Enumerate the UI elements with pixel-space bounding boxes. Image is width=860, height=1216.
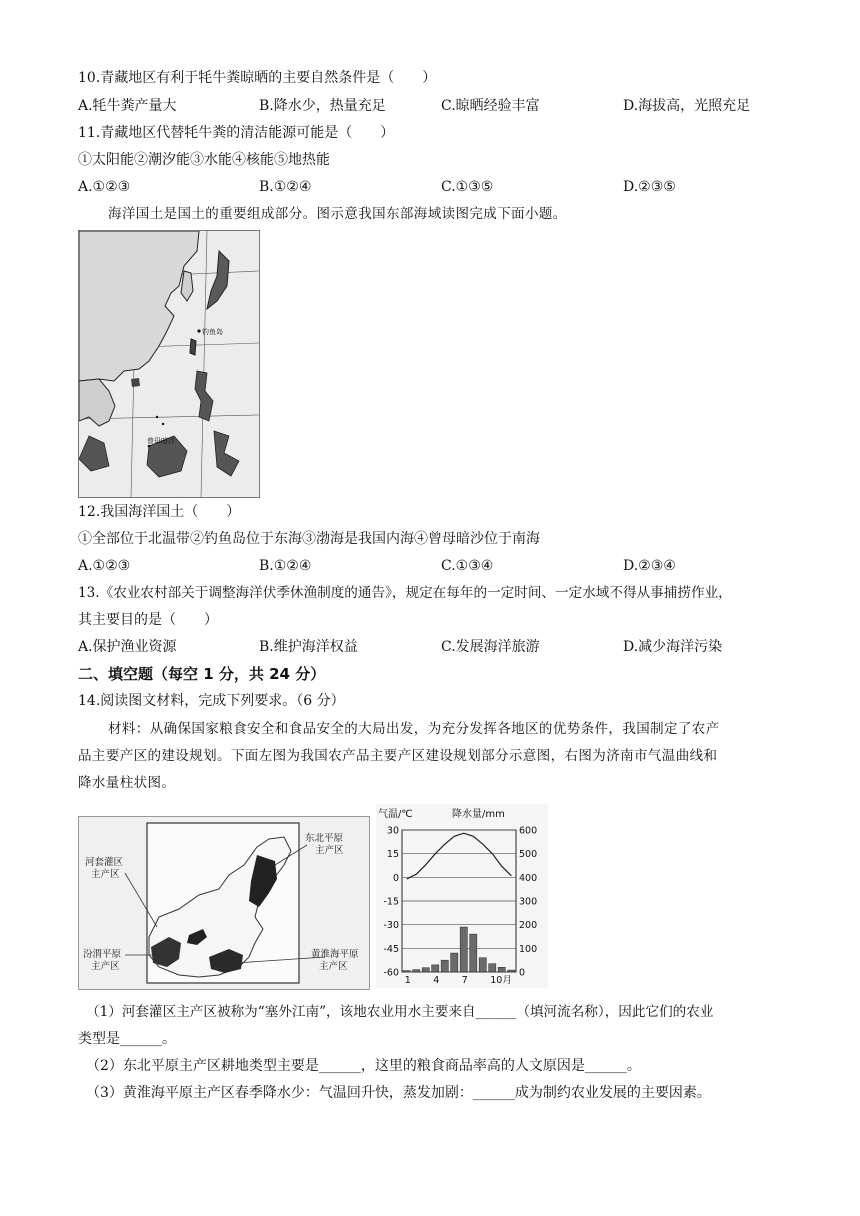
q10-option-row bbox=[78, 96, 778, 116]
q14-material-line3: 降水量柱状图。 bbox=[78, 775, 176, 791]
sea-map-drawing bbox=[79, 231, 259, 497]
climate-chart-svg bbox=[376, 804, 548, 988]
left-tick-label: -15 bbox=[383, 896, 399, 908]
q12-option-a[interactable]: A.①②③ bbox=[78, 558, 131, 574]
left-tick-label: -60 bbox=[383, 967, 399, 979]
x-tick-label: 10月 bbox=[490, 975, 512, 986]
fenwei-label-2: 主产区 bbox=[91, 961, 120, 972]
precip-axis-label: 降水量/mm bbox=[452, 809, 505, 820]
q12-stem: 12.我国海洋国土（ ） bbox=[78, 504, 241, 520]
northeast-label-2: 主产区 bbox=[315, 845, 344, 856]
precip-bar bbox=[498, 967, 505, 972]
q11-stem: 11.青藏地区代替牦牛粪的清洁能源可能是（ ） bbox=[78, 125, 395, 141]
diaoyu-label: 钓鱼岛 bbox=[202, 328, 223, 336]
q14-stem: 14.阅读图文材料，完成下列要求。（6 分） bbox=[78, 693, 345, 709]
q11-option-row bbox=[78, 177, 778, 197]
precip-bar bbox=[489, 964, 496, 972]
q11-option-c[interactable]: C.①③⑤ bbox=[441, 179, 494, 195]
q10-option-c[interactable]: C.晾晒经验丰富 bbox=[441, 98, 540, 114]
q14-material-line1: 材料：从确保国家粮食安全和食品安全的大局出发，为充分发挥各地区的优势条件，我国制定了农产 bbox=[108, 721, 720, 737]
q12-option-d[interactable]: D.②③④ bbox=[623, 558, 676, 574]
q11-option-d[interactable]: D.②③⑤ bbox=[623, 179, 676, 195]
huanghuai-label-2: 主产区 bbox=[319, 961, 348, 972]
q11-option-a[interactable]: A.①②③ bbox=[78, 179, 131, 195]
q11-option-b[interactable]: B.①②④ bbox=[259, 179, 312, 195]
precip-bar bbox=[413, 970, 420, 972]
left-tick-label: 15 bbox=[386, 849, 399, 861]
right-tick-label: 400 bbox=[519, 872, 538, 884]
precip-bar bbox=[460, 927, 467, 972]
precip-bar bbox=[422, 968, 429, 972]
q10-stem-line: 10.青藏地区有利于牦牛粪晾晒的主要自然条件是（ ） bbox=[78, 70, 437, 86]
left-tick-label: 30 bbox=[386, 825, 399, 837]
left-tick-label: -30 bbox=[383, 920, 399, 932]
q14-part1-line2: 类型是______。 bbox=[78, 1031, 176, 1047]
q10-option-a[interactable]: A.牦牛粪产量大 bbox=[78, 98, 177, 114]
precip-bar bbox=[432, 965, 439, 972]
q10-option-d[interactable]: D.海拔高，光照充足 bbox=[623, 98, 751, 114]
q13-stem-line1: 13.《农业农村部关于调整海洋伏季休渔制度的通告》，规定在每年的一定时间、一定水域不得从事捕捞作业， bbox=[78, 585, 732, 601]
zengmu-label: 曾母暗沙 bbox=[147, 437, 175, 445]
right-tick-label: 600 bbox=[519, 825, 538, 837]
q14-part3: （3）黄淮海平原主产区春季降水少：气温回升快，蒸发加剧：______成为制约农业发展的主要因素。 bbox=[86, 1085, 711, 1101]
northeast-label-1: 东北平原 bbox=[305, 833, 344, 844]
huanghuai-label-1: 黄淮海平原 bbox=[311, 949, 359, 960]
q13-option-d[interactable]: D.减少海洋污染 bbox=[623, 639, 723, 655]
region-map bbox=[78, 816, 370, 990]
q13-stem-line2: 其主要目的是（ ） bbox=[78, 612, 218, 628]
right-tick-label: 500 bbox=[519, 849, 538, 861]
right-tick-label: 100 bbox=[519, 943, 538, 955]
q12-option-b[interactable]: B.①②④ bbox=[259, 558, 312, 574]
right-tick-label: 0 bbox=[519, 967, 526, 979]
q13-option-a[interactable]: A.保护渔业资源 bbox=[78, 639, 177, 655]
sea-map bbox=[78, 230, 260, 498]
q10-option-b[interactable]: B.降水少，热量充足 bbox=[259, 98, 386, 114]
q12-option-row bbox=[78, 556, 778, 576]
x-tick-label: 7 bbox=[461, 975, 468, 986]
q14-part2: （2）东北平原主产区耕地类型主要是______，这里的粮食商品率高的人文原因是______。 bbox=[86, 1058, 641, 1074]
precip-bar bbox=[451, 953, 458, 972]
x-tick-label: 1 bbox=[404, 975, 411, 986]
q11-items: ①太阳能②潮汐能③水能④核能⑤地热能 bbox=[78, 152, 330, 168]
region-map-drawing bbox=[79, 817, 369, 989]
temp-axis-label: 气温/℃ bbox=[378, 809, 413, 820]
x-tick-label: 4 bbox=[433, 975, 440, 986]
precip-bar bbox=[479, 958, 486, 972]
sea-intro: 海洋国土是国土的重要组成部分。图示意我国东部海域读图完成下面小题。 bbox=[108, 206, 567, 222]
precip-bar bbox=[508, 970, 515, 972]
q12-option-c[interactable]: C.①③④ bbox=[441, 558, 494, 574]
precip-bar bbox=[403, 971, 410, 972]
hetao-label-2: 主产区 bbox=[91, 869, 120, 880]
precip-bar bbox=[470, 934, 477, 972]
left-tick-label: 0 bbox=[392, 872, 399, 884]
climate-chart bbox=[376, 804, 548, 988]
section-heading: 二、填空题（每空 1 分，共 24 分） bbox=[78, 665, 326, 683]
q13-option-row bbox=[78, 637, 778, 657]
precip-bar bbox=[441, 960, 448, 972]
hetao-label-1: 河套灌区 bbox=[85, 857, 124, 868]
q12-items: ①全部位于北温带②钓鱼岛位于东海③渤海是我国内海④曾母暗沙位于南海 bbox=[78, 531, 540, 547]
right-tick-label: 200 bbox=[519, 920, 538, 932]
q14-material-line2: 品主要产区的建设规划。下面左图为我国农产品主要产区建设规划部分示意图，右图为济南市气温曲线和 bbox=[78, 748, 718, 764]
fenwei-label-1: 汾渭平原 bbox=[83, 949, 122, 960]
right-tick-label: 300 bbox=[519, 896, 538, 908]
q13-option-c[interactable]: C.发展海洋旅游 bbox=[441, 639, 540, 655]
q13-option-b[interactable]: B.维护海洋权益 bbox=[259, 639, 358, 655]
left-tick-label: -45 bbox=[383, 943, 399, 955]
q14-part1-line1: （1）河套灌区主产区被称为“塞外江南”，该地农业用水主要来自______（填河流名称），因此它们的农业 bbox=[86, 1004, 714, 1020]
